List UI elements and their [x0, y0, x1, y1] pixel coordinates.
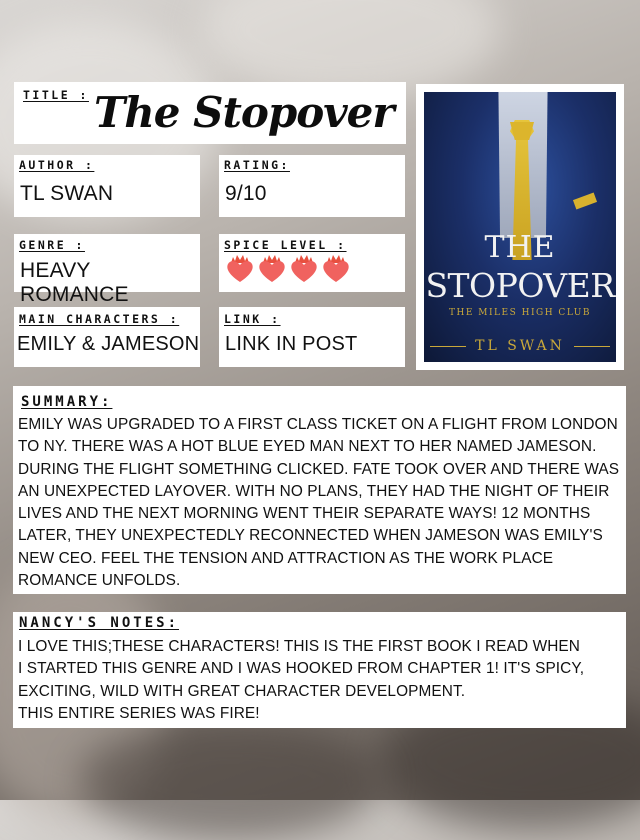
rating-value: 9/10 — [225, 182, 267, 205]
notes-text: I LOVE THIS;THESE CHARACTERS! THIS IS THE FIRST BOOK I READ WHEN I STARTED THIS GENRE AND I WAS HOOKED FROM CHAPTER 1! IT'S SPICY, EXCITING, WILD WITH GREAT CHARACTER DEVELOPMENT. — [18, 638, 585, 700]
summary-text: EMILY WAS UPGRADED TO A FIRST CLASS TICKET ON A FLIGHT FROM LONDON TO NY. THERE WAS A HOT BLUE EYED MAN NEXT TO HER NAMED JAMESON. DURING THE FLIGHT SOMETHING CLICKED. FATE TOOK OVER AND THERE WAS AN UNEXPECTED LAYOVER. WITH NO PLANS, THEY HAD THE NIGHT OF THEIR LIVES AND THE NEXT MORNING WENT THEIR SEPARATE WAYS! 12 MONTHS LATER, THEY UNEXPECTEDLY RECONNECTED WHEN JAMESON WAS EMILY'S NEW CEO. FEEL THE TENSION AND ATTRACTION AS THE WORK PLACE ROMANCE UNFOLDS. — [18, 416, 620, 590]
cover-author: TL SWAN — [475, 338, 565, 354]
author-card — [14, 155, 200, 217]
link-card — [219, 307, 405, 367]
cover-series: THE MILES HIGH CLUB — [449, 308, 591, 318]
characters-value: EMILY & JAMESON — [17, 333, 200, 355]
spice-rating — [225, 254, 351, 284]
author-label: AUTHOR : — [19, 158, 95, 172]
characters-label: MAIN CHARACTERS : — [19, 312, 180, 326]
link-label: LINK : — [224, 312, 281, 326]
genre-label: GENRE : — [19, 238, 85, 252]
characters-card — [14, 307, 200, 367]
summary-label: SUMMARY: — [21, 394, 113, 410]
rating-card — [219, 155, 405, 217]
spice-label: SPICE LEVEL : — [224, 238, 347, 252]
author-value: TL SWAN — [20, 182, 114, 205]
flaming-heart-icon — [225, 254, 255, 284]
genre-card — [14, 234, 200, 306]
notes-card — [13, 612, 626, 728]
cover-pocket-square — [573, 193, 597, 210]
book-cover — [424, 92, 616, 362]
background-blur — [80, 720, 380, 840]
genre-value: HEAVY ROMANCE — [20, 259, 129, 306]
cover-title-line2: STOPOVER — [425, 266, 615, 305]
flaming-heart-icon — [289, 254, 319, 284]
summary-card — [13, 386, 626, 594]
title-label: TITLE : — [23, 88, 89, 102]
notes-text-2: THIS ENTIRE SERIES WAS FIRE! — [18, 705, 260, 722]
notes-label: NANCY'S NOTES: — [19, 615, 180, 631]
rating-label: RATING: — [224, 158, 290, 172]
spice-card — [219, 234, 405, 292]
flaming-heart-icon — [257, 254, 287, 284]
book-title: The Stopover — [94, 88, 394, 137]
flaming-heart-icon — [321, 254, 351, 284]
cover-title-line1: THE — [484, 230, 556, 265]
title-card — [14, 82, 406, 144]
link-value[interactable]: LINK IN POST — [225, 333, 358, 355]
cover-rule-right — [574, 346, 610, 347]
